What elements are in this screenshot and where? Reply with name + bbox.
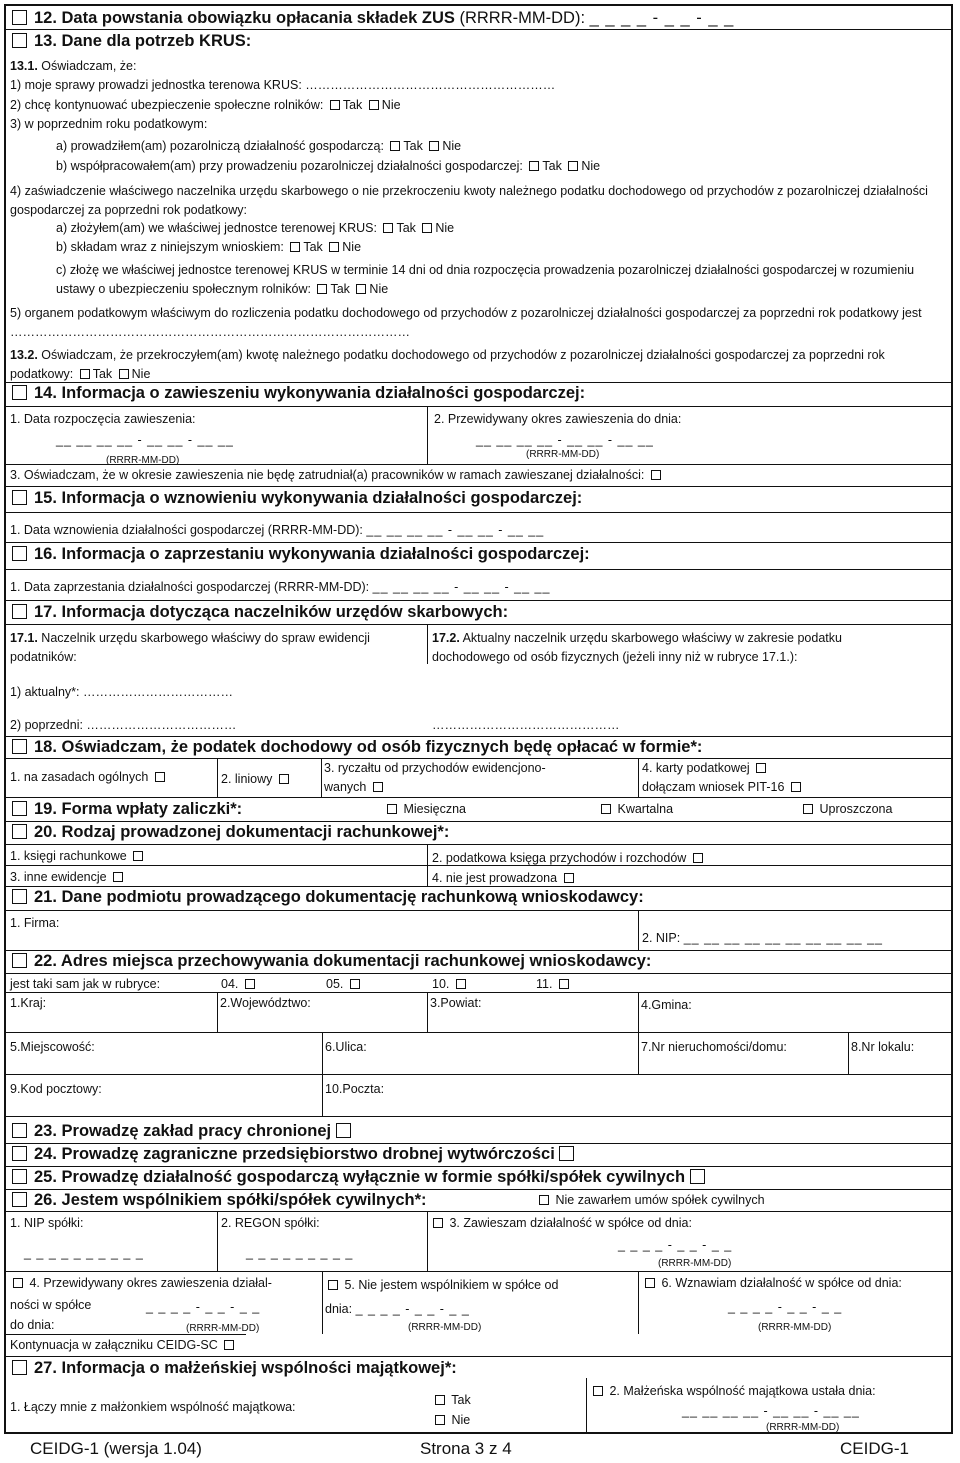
section-17-checkbox[interactable] [12, 604, 27, 619]
section-24-checkbox[interactable] [12, 1146, 27, 1161]
section-18-checkbox[interactable] [12, 739, 27, 754]
s27-tak-checkbox[interactable] [435, 1395, 445, 1405]
s19-quarterly-checkbox[interactable] [601, 804, 611, 814]
s18-opt3-label: 3. ryczałtu od przychodów ewidencjono- [324, 761, 546, 775]
s26-notpartner-checkbox[interactable] [328, 1280, 338, 1290]
p4a-nie-checkbox[interactable] [422, 223, 432, 233]
s16-date-row: 1. Data zaprzestania działalności gospodarczej (RRRR-MM-DD): __ __ __ __ - __ __ - __ __ [10, 580, 551, 594]
s22-opt11-checkbox[interactable] [559, 979, 569, 989]
section-13-title: 13. Dane dla potrzeb KRUS: [34, 32, 252, 50]
section-26-header [12, 1190, 427, 1210]
section-14-checkbox[interactable] [12, 385, 27, 400]
section-12-checkbox[interactable] [12, 10, 27, 25]
form-page [4, 4, 953, 1434]
s26-suspend-date[interactable]: _ _ _ _ - _ _ - _ _ [618, 1238, 733, 1252]
s18-pit16-checkbox[interactable] [791, 782, 801, 792]
s20-opt4: 4. nie jest prowadzona [432, 871, 577, 886]
p4c-nie-checkbox[interactable] [356, 284, 366, 294]
footer-page-number: Strona 3 z 4 [420, 1439, 512, 1458]
s27-nie-checkbox[interactable] [435, 1415, 445, 1425]
s13-p4: 4) zaświadczenie właściwego naczelnika urzędu skarbowego o nie przekroczeniu kwoty należnego podatku dochodowego od przychodów z pozarolniczej działalności gospodarczej za poprzedni rok podatkowy: [10, 184, 928, 217]
section-12-format: (RRRR-MM-DD): [459, 9, 586, 27]
s22-postal-code[interactable]: 9.Kod pocztowy: [10, 1082, 102, 1096]
s17-1: 17.1. Naczelnik urzędu skarbowego właściwy do spraw ewidencji podatników: [10, 631, 370, 664]
s22-apartment-no[interactable]: 8.Nr lokalu: [851, 1040, 915, 1054]
s17-previous[interactable]: 2) poprzedni: ……………………………… [10, 718, 237, 732]
s26-notpartner: 5. Nie jestem wspólnikiem w spółce od [325, 1278, 558, 1293]
p2-tak-checkbox[interactable] [330, 100, 340, 110]
section-12-date-blank[interactable]: _ _ _ _ - _ _ - _ _ [589, 9, 735, 27]
s20-opt1-checkbox[interactable] [133, 851, 143, 861]
section-20-title: 20. Rodzaj prowadzonej dokumentacji rachunkowej*: [34, 823, 450, 841]
s18-pit16: dołączam wniosek PIT-16 [642, 780, 804, 795]
section-15-header [12, 488, 582, 508]
s20-opt2: 2. podatkowa księga przychodów i rozchodów [432, 851, 706, 866]
section-24-answer-checkbox[interactable] [559, 1146, 574, 1161]
section-22-checkbox[interactable] [12, 953, 27, 968]
s15-date[interactable]: __ __ __ __ - __ __ - __ __ [366, 523, 545, 537]
s27-ended-date[interactable]: __ __ __ __ - __ __ - __ __ [682, 1404, 860, 1418]
s13-2-nie-checkbox[interactable] [119, 369, 129, 379]
section-27-checkbox[interactable] [12, 1360, 27, 1375]
s26-period-format: (RRRR-MM-DD) [186, 1323, 260, 1334]
s26-period-checkbox[interactable] [13, 1278, 23, 1288]
s14-statement-checkbox[interactable] [651, 470, 661, 480]
s18-opt3-checkbox[interactable] [373, 782, 383, 792]
section-15-title: 15. Informacja o wznowieniu wykonywania działalności gospodarczej: [34, 489, 583, 507]
s20-opt3-checkbox[interactable] [113, 872, 123, 882]
s13-p3b: b) współpracowałem(am) przy prowadzeniu pozarolniczej działalności gospodarczej: Tak Nie [56, 159, 601, 173]
s18-opt3: wanych [324, 780, 386, 795]
s26-resume-date[interactable]: _ _ _ _ - _ _ - _ _ [728, 1300, 843, 1314]
s26-resume-format: (RRRR-MM-DD) [758, 1322, 832, 1333]
s17-current[interactable]: 1) aktualny*: ……………………………… [10, 685, 233, 699]
section-16-header [12, 544, 590, 564]
s22-country[interactable]: 1.Kraj: [10, 996, 47, 1010]
s27-tak: Tak [432, 1393, 471, 1408]
s18-opt1-checkbox[interactable] [155, 772, 165, 782]
section-19-checkbox[interactable] [12, 801, 27, 816]
s26-suspend-checkbox[interactable] [433, 1218, 443, 1228]
p3b-nie-checkbox[interactable] [568, 161, 578, 171]
s22-city[interactable]: 5.Miejscowość: [10, 1040, 95, 1054]
section-13-header [12, 31, 251, 51]
s22-opt05: 05. [326, 977, 363, 992]
s19-quarterly: Kwartalna [598, 802, 673, 817]
p3a-nie-checkbox[interactable] [429, 141, 439, 151]
s26-nip-label: 1. NIP spółki: [10, 1216, 84, 1230]
s19-simplified-checkbox[interactable] [803, 804, 813, 814]
s22-opt05-checkbox[interactable] [350, 979, 360, 989]
s14-start-date[interactable]: __ __ __ __ - __ __ - __ __ [56, 433, 234, 447]
section-17-title: 17. Informacja dotycząca naczelników urzędów skarbowych: [34, 603, 509, 621]
s16-date[interactable]: __ __ __ __ - __ __ - __ __ [372, 580, 551, 594]
s13-1-intro: 13.1. Oświadczam, że: [10, 59, 137, 73]
p3b-tak-checkbox[interactable] [529, 161, 539, 171]
s14-statement: 3. Oświadczam, że w okresie zawieszenia nie będę zatrudniał(a) pracowników w ramach zawieszanej działalności: [10, 468, 664, 483]
section-25-title: 25. Prowadzę działalność gospodarczą wyłącznie w formie spółki/spółek cywilnych [34, 1168, 686, 1186]
section-23-answer-checkbox[interactable] [336, 1123, 351, 1138]
s26-period: 4. Przewidywany okres zawieszenia działal- [10, 1276, 272, 1291]
s26-regon-field[interactable]: _ _ _ _ _ _ _ _ _ [246, 1246, 354, 1260]
s14-end-format: (RRRR-MM-DD) [526, 449, 600, 460]
s27-ended-format: (RRRR-MM-DD) [766, 1422, 840, 1433]
s18-opt2: 2. liniowy [221, 772, 292, 787]
s13-p3a: a) prowadziłem(am) pozarolniczą działalność gospodarczą: Tak Nie [56, 139, 462, 153]
s13-p4b: b) składam wraz z niniejszym wnioskiem: Tak Nie [56, 240, 362, 254]
section-16-title: 16. Informacja o zaprzestaniu wykonywania działalności gospodarczej: [34, 545, 590, 563]
s27-ended-checkbox[interactable] [593, 1386, 603, 1396]
footer-form-id: CEIDG-1 (wersja 1.04) [30, 1439, 202, 1458]
section-25-header [12, 1167, 712, 1187]
s22-opt10: 10. [432, 977, 469, 992]
s14-start-format: (RRRR-MM-DD) [106, 455, 180, 466]
section-12-header [12, 8, 734, 28]
s22-voivodeship[interactable]: 2.Województwo: [220, 996, 311, 1010]
s18-opt4: 4. karty podatkowej [642, 761, 769, 776]
s26-period-label3: do dnia: [10, 1318, 55, 1332]
s20-opt3: 3. inne ewidencje [10, 870, 126, 885]
s20-opt4-checkbox[interactable] [564, 873, 574, 883]
section-24-header [12, 1144, 581, 1164]
s27-ended: 2. Małżeńska wspólność majątkowa ustała dnia: [590, 1384, 876, 1399]
s14-end-label: 2. Przewidywany okres zawieszenia do dnia: [434, 412, 682, 426]
s26-notpartner-date[interactable]: _ _ _ _ - _ _ - _ _ [355, 1302, 470, 1316]
section-21-title: 21. Dane podmiotu prowadzącego dokumentację rachunkową wnioskodawcy: [34, 888, 644, 906]
s19-simplified: Uproszczona [800, 802, 892, 817]
s26-continuation-checkbox[interactable] [224, 1340, 234, 1350]
s22-opt11: 11. [536, 977, 572, 992]
section-22-header [12, 951, 651, 971]
s22-county[interactable]: 3.Powiat: [430, 996, 482, 1010]
section-26-checkbox[interactable] [12, 1192, 27, 1207]
section-23-checkbox[interactable] [12, 1123, 27, 1138]
s26-period-label2: ności w spółce [10, 1298, 92, 1312]
s22-house-no[interactable]: 7.Nr nieruchomości/domu: [641, 1040, 787, 1054]
section-14-header [12, 383, 585, 403]
p3a-tak-checkbox[interactable] [390, 141, 400, 151]
s18-opt1: 1. na zasadach ogólnych [10, 770, 168, 785]
section-27-header [12, 1358, 457, 1378]
s13-2: 13.2. Oświadczam, że przekroczyłem(am) kwotę należnego podatku dochodowego od przychodów z pozarolniczej działalności gospodarczej za poprzedni rok podatkowy: Tak Nie [10, 348, 885, 381]
footer-form-code: CEIDG-1 [840, 1439, 909, 1458]
section-25-checkbox[interactable] [12, 1169, 27, 1184]
s13-p1: 1) moje sprawy prowadzi jednostka terenowa KRUS: …………………………………………………… [10, 78, 556, 92]
s13-p2: 2) chcę kontynuować ubezpieczenie społeczne rolników: Tak Nie [10, 98, 401, 112]
s22-post-office[interactable]: 10.Poczta: [325, 1082, 385, 1096]
section-17-header [12, 602, 508, 622]
section-12-title: 12. Data powstania obowiązku opłacania składek ZUS [34, 9, 455, 27]
section-15-checkbox[interactable] [12, 490, 27, 505]
section-26-title: 26. Jestem wspólnikiem spółki/spółek cywilnych*: [34, 1191, 427, 1209]
s22-opt10-checkbox[interactable] [456, 979, 466, 989]
s17-2: 17.2. Aktualny naczelnik urzędu skarbowego właściwy w zakresie podatku dochodowego od osób fizycznych (jeżeli inny niż w rubryce 17.1.): [432, 631, 842, 664]
s21-firm-label: 1. Firma: [10, 916, 60, 930]
s13-p5: 5) organem podatkowym właściwym do rozliczenia podatku dochodowego od przychodów z pozarolniczej działalności gospodarczej za poprzedni rok podatkowy jest …………………………………………………………………………………… [10, 306, 922, 339]
section-21-checkbox[interactable] [12, 889, 27, 904]
s22-street[interactable]: 6.Ulica: [325, 1040, 367, 1054]
section-18-header [12, 737, 702, 757]
section-24-title: 24. Prowadzę zagraniczne przedsiębiorstwo drobnej wytwórczości [34, 1145, 555, 1163]
s13-p4a: a) złożyłem(am) we właściwej jednostce terenowej KRUS: Tak Nie [56, 221, 455, 235]
section-21-header [12, 887, 644, 907]
s27-nie: Nie [432, 1413, 470, 1428]
s22-same-as-label: jest taki sam jak w rubryce: [10, 977, 161, 991]
section-23-header [12, 1121, 358, 1141]
s26-none-checkbox[interactable] [539, 1195, 549, 1205]
section-19-title: 19. Forma wpłaty zaliczki*: [34, 800, 243, 818]
s21-nip-field[interactable]: __ __ __ __ __ __ __ __ __ __ [683, 931, 883, 945]
s26-resume: 6. Wznawiam działalność w spółce od dnia: [642, 1276, 902, 1291]
s18-opt2-checkbox[interactable] [279, 774, 289, 784]
p4c-tak-checkbox[interactable] [317, 284, 327, 294]
s26-period-date[interactable]: _ _ _ _ - _ _ - _ _ [146, 1300, 261, 1314]
s20-opt1: 1. księgi rachunkowe [10, 849, 146, 864]
s22-opt04: 04. [221, 977, 258, 992]
s20-opt2-checkbox[interactable] [693, 853, 703, 863]
s26-regon-label: 2. REGON spółki: [221, 1216, 320, 1230]
section-20-checkbox[interactable] [12, 824, 27, 839]
section-22-title: 22. Adres miejsca przechowywania dokumentacji rachunkowej wnioskodawcy: [34, 952, 652, 970]
section-25-answer-checkbox[interactable] [690, 1169, 705, 1184]
s19-monthly-checkbox[interactable] [387, 804, 397, 814]
section-13-checkbox[interactable] [12, 33, 27, 48]
p2-nie-checkbox[interactable] [369, 100, 379, 110]
s26-resume-checkbox[interactable] [645, 1278, 655, 1288]
p4a-tak-checkbox[interactable] [383, 223, 393, 233]
section-20-header [12, 822, 449, 842]
s14-start-label: 1. Data rozpoczęcia zawieszenia: [10, 412, 196, 426]
s15-date-row: 1. Data wznowienia działalności gospodarczej (RRRR-MM-DD): __ __ __ __ - __ __ - __ __ [10, 523, 545, 537]
section-23-title: 23. Prowadzę zakład pracy chronionej [34, 1122, 332, 1140]
section-27-title: 27. Informacja o małżeńskiej wspólności majątkowej*: [34, 1359, 457, 1377]
s26-none: Nie zawarłem umów spółek cywilnych [536, 1193, 765, 1208]
s26-nip-field[interactable]: _ _ _ _ _ _ _ _ _ _ [24, 1246, 144, 1260]
section-19-header [12, 799, 242, 819]
s13-2-tak-checkbox[interactable] [80, 369, 90, 379]
s13-p4c: c) złożę we właściwej jednostce terenowej KRUS w terminie 14 dni od dnia rozpoczęcia prowadzenia pozarolniczej działalności gospodarczej w rozumieniu ustawy o ubezpieczeniu społecznym rolników: Tak Nie [56, 263, 915, 296]
s21-nip: 2. NIP: __ __ __ __ __ __ __ __ __ __ [642, 931, 883, 945]
s27-community-label: 1. Łączy mnie z małżonkiem wspólność majątkowa: [10, 1400, 296, 1414]
s13-p3: 3) w poprzednim roku podatkowym: [10, 117, 208, 131]
section-16-checkbox[interactable] [12, 546, 27, 561]
p4b-tak-checkbox[interactable] [290, 242, 300, 252]
s22-opt04-checkbox[interactable] [245, 979, 255, 989]
s26-continuation: Kontynuacja w załączniku CEIDG-SC [10, 1338, 237, 1353]
s26-notpartner-format: (RRRR-MM-DD) [408, 1322, 482, 1333]
p4b-nie-checkbox[interactable] [329, 242, 339, 252]
s14-end-date[interactable]: __ __ __ __ - __ __ - __ __ [476, 433, 654, 447]
section-18-title: 18. Oświadczam, że podatek dochodowy od osób fizycznych będę opłacać w formie*: [34, 738, 703, 756]
s19-monthly: Miesięczna [384, 802, 466, 817]
s22-commune[interactable]: 4.Gmina: [641, 998, 692, 1012]
s26-suspend: 3. Zawieszam działalność w spółce od dnia: [430, 1216, 692, 1231]
s26-suspend-format: (RRRR-MM-DD) [658, 1258, 732, 1269]
s17-right-field[interactable]: ……………………………………… [432, 718, 620, 732]
s18-opt4-checkbox[interactable] [756, 763, 766, 773]
section-14-title: 14. Informacja o zawieszeniu wykonywania działalności gospodarczej: [34, 384, 586, 402]
s26-notpartner-date-row: dnia: _ _ _ _ - _ _ - _ _ [325, 1302, 470, 1316]
